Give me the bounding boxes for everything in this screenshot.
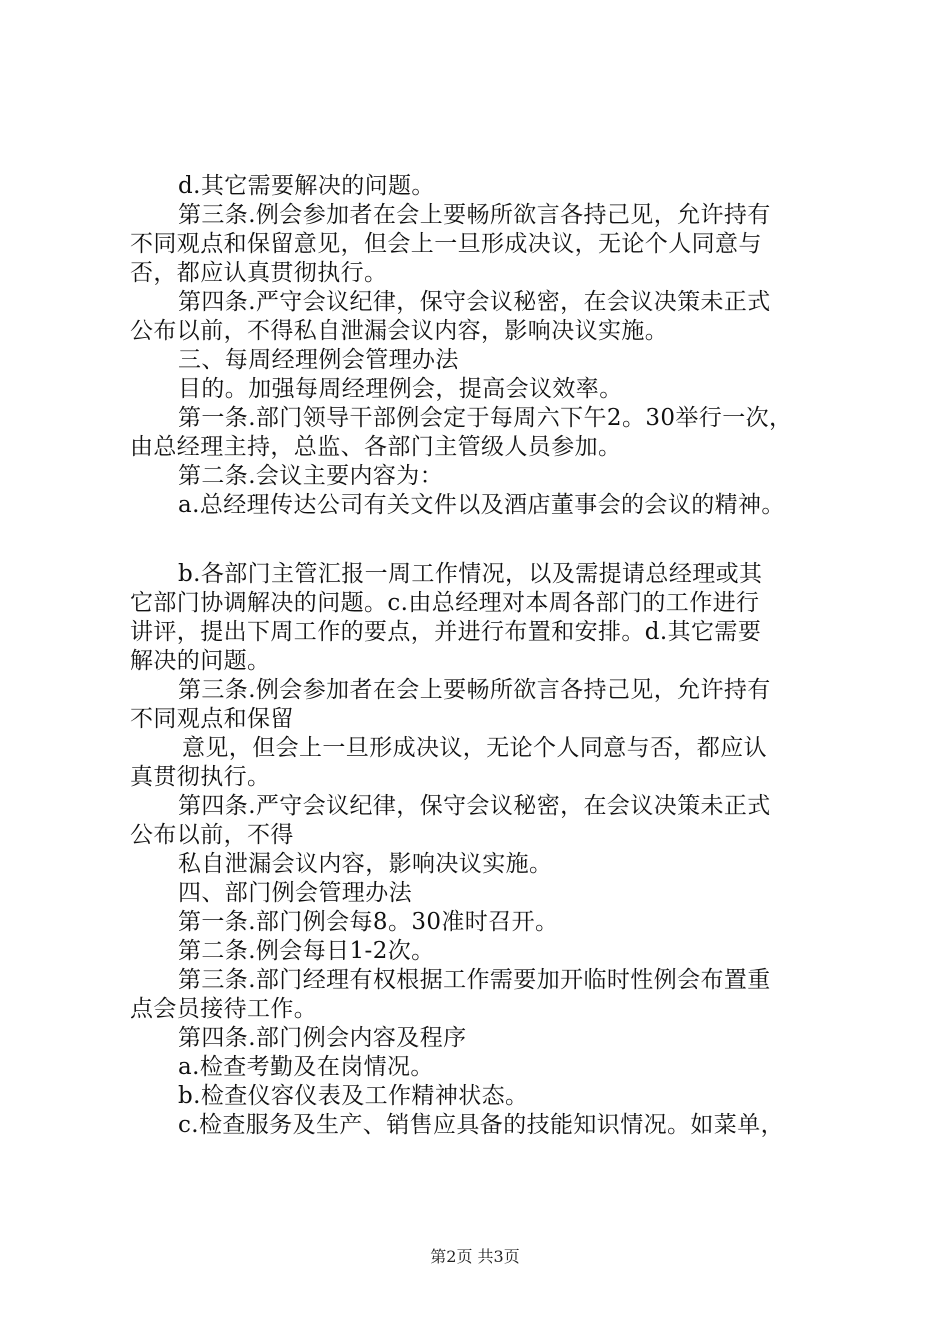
- text-line: 第四条.部门例会内容及程序: [178, 1025, 467, 1051]
- section-heading: 三、每周经理例会管理办法: [178, 347, 459, 373]
- text-line: 解决的问题。: [130, 648, 271, 674]
- text-line: d.其它需要解决的问题。: [178, 173, 435, 199]
- text-line: 公布以前，不得: [130, 822, 294, 848]
- text-line: c.检查服务及生产、销售应具备的技能知识情况。如菜单，: [178, 1112, 784, 1138]
- text-line: 第二条.会议主要内容为：: [178, 463, 444, 489]
- text-line: 公布以前，不得私自泄漏会议内容，影响决议实施。: [130, 318, 669, 344]
- text-line: 不同观点和保留: [130, 706, 294, 732]
- text-line: a.总经理传达公司有关文件以及酒店董事会的会议的精神。: [178, 492, 785, 518]
- text-line: 真贯彻执行。: [130, 764, 271, 790]
- text-line: 第三条.例会参加者在会上要畅所欲言各持己见，允许持有: [178, 677, 771, 703]
- text-line: 由总经理主持，总监、各部门主管级人员参加。: [130, 434, 622, 460]
- text-line: 点会员接待工作。: [130, 996, 318, 1022]
- text-line: a.检查考勤及在岗情况。: [178, 1054, 434, 1080]
- document-body: [130, 172, 845, 1140]
- text-line: 第一条.部门例会每8。30准时召开。: [178, 909, 559, 935]
- text-line: 目的。加强每周经理例会，提高会议效率。: [178, 376, 623, 402]
- text-line: 第四条.严守会议纪律，保守会议秘密，在会议决策未正式: [178, 289, 771, 315]
- text-line: 第三条.部门经理有权根据工作需要加开临时性例会布置重: [178, 967, 771, 993]
- text-line: 意见，但会上一旦形成决议，无论个人同意与否，都应认: [182, 735, 767, 761]
- text-line: 不同观点和保留意见，但会上一旦形成决议，无论个人同意与: [130, 231, 762, 257]
- text-line: 第三条.例会参加者在会上要畅所欲言各持己见，允许持有: [178, 202, 771, 228]
- text-line: 第一条.部门领导干部例会定于每周六下午2。30举行一次，: [178, 405, 793, 431]
- text-line: 讲评，提出下周工作的要点，并进行布置和安排。d.其它需要: [130, 619, 762, 645]
- text-line: 第二条.例会每日1-2次。: [178, 938, 435, 964]
- text-line: 否，都应认真贯彻执行。: [130, 260, 388, 286]
- paragraph-gap: [130, 520, 845, 560]
- section-heading: 四、部门例会管理办法: [178, 880, 412, 906]
- text-line: 私自泄漏会议内容，影响决议实施。: [178, 851, 553, 877]
- text-line: b.检查仪容仪表及工作精神状态。: [178, 1083, 529, 1109]
- page-number-footer: 第2页 共3页: [430, 1247, 520, 1266]
- text-line: 它部门协调解决的问题。c.由总经理对本周各部门的工作进行: [130, 590, 760, 616]
- text-line: 第四条.严守会议纪律，保守会议秘密，在会议决策未正式: [178, 793, 771, 819]
- text-line: b.各部门主管汇报一周工作情况，以及需提请总经理或其: [178, 561, 763, 587]
